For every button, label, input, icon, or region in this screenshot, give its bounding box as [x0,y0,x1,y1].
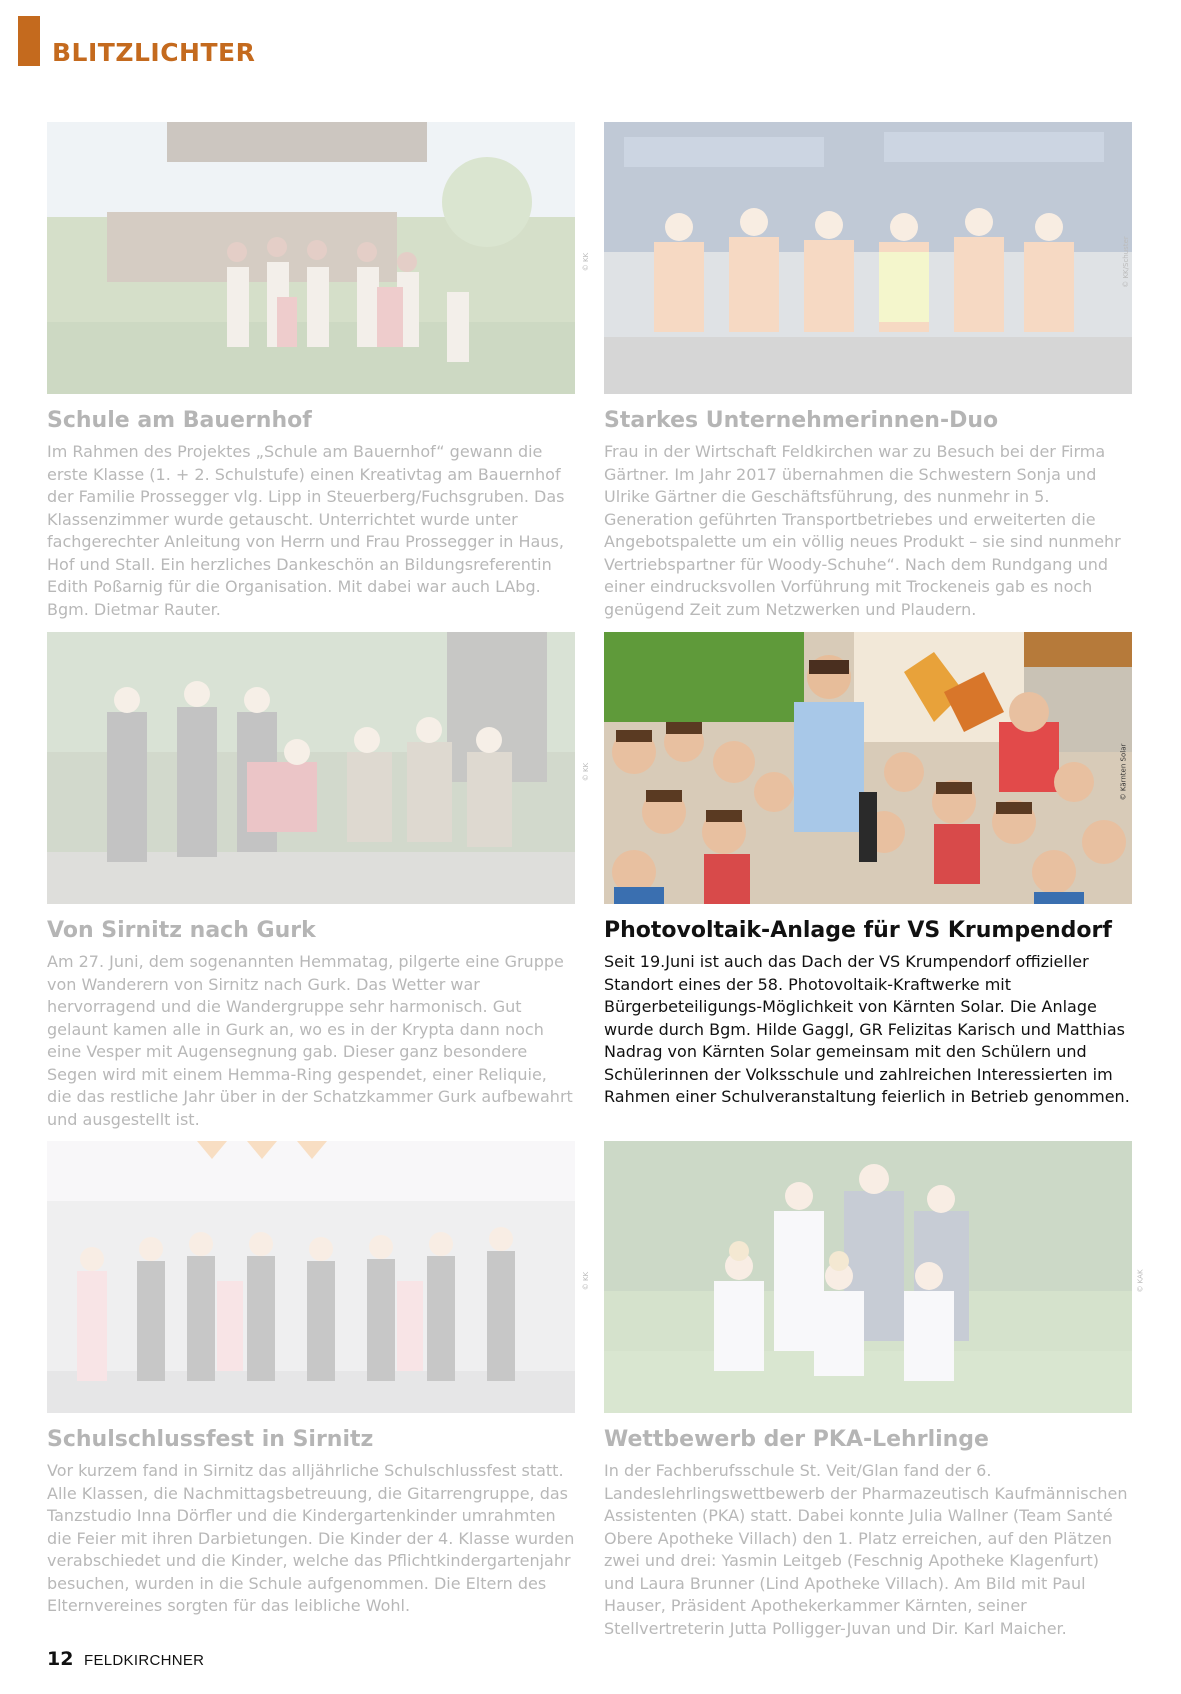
photo-credit: © KK [581,252,590,272]
article-body: Am 27. Juni, dem sogenannten Hemmatag, pilgerte eine Gruppe von Wanderern von Sirnitz nach Gurk. Das Wetter war hervorragend und die Wandergruppe sehr harmonisch. Gut gelaunt kamen alle in Gurk an, wo es in der Krypta dann noch eine Vesper mit Augensegnung gab. Dieser ganz besondere Segen wird mit einem Hemma-Ring gespendet, einer Reliquie, die das restliche Jahr über in der Schatzkammer Gurk aufbewahrt und ausgestellt ist. [47,952,573,1129]
pilgrims-group-photo [47,632,575,904]
article-photo [604,1141,1145,1413]
photo-credit: © KK [581,762,590,782]
section-color-bar [18,16,40,66]
photo-credit: © KAK [1136,1269,1145,1293]
article-photo [47,122,590,394]
photo-credit: © Kärnten Solar [1119,743,1128,801]
article-unternehmerinnen-duo [604,122,1132,621]
pka-award-photo [604,1141,1132,1413]
school-stage-photo [47,1141,575,1413]
school-children-photo [604,632,1132,904]
truck-group-photo [604,122,1132,394]
section-title: BLITZLICHTER [52,38,256,67]
article-headline: Photovoltaik-Anlage für VS Krumpendorf [604,918,1112,943]
article-pka-lehrlinge [604,1141,1145,1640]
article-body: Vor kurzem fand in Sirnitz das alljährliche Schulschlussfest statt. Alle Klassen, die Nachmittagsbetreuung, die Gitarrengruppe, das Tanzstudio Inna Dörfler und die Kindergartenkinder umrahmten die Feier mit ihren Darbietungen. Die Kinder der 4. Klasse wurden verabschiedet und die Kinder, welche das Pflichtkindergartenjahr besuchen, wurden in die Schule aufgenommen. Die Eltern des Elternvereines sorgten für das leibliche Wohl. [47,1461,575,1615]
article-photo [47,1141,590,1413]
photo-credit: © KK/Schuster [1122,236,1131,288]
article-headline: Starkes Unternehmerinnen-Duo [604,408,999,433]
article-photo [604,122,1132,394]
farm-group-photo [47,122,575,394]
article-schulschlussfest-sirnitz [47,1141,590,1618]
article-headline: Schulschlussfest in Sirnitz [47,1427,374,1452]
article-body: Seit 19.Juni ist auch das Dach der VS Krumpendorf offizieller Standort eines der 58. Photovoltaik-Kraftwerke mit Bürgerbeteiligungs-Möglichkeit von Kärnten Solar. Die Anlage wurde durch Bgm. Hilde Gaggl, GR Felizitas Karisch und Matthias Nadrag von Kärnten Solar gemeinsam mit den Schülern und Schülerinnen der Volksschule und zahlreichen Interessierten im Rahmen einer Schulveranstaltung feierlich in Betrieb genommen. [604,952,1130,1106]
article-photovoltaik-krumpendorf [604,632,1132,1109]
article-headline: Von Sirnitz nach Gurk [47,918,316,943]
article-photo [604,632,1132,904]
page-number: 12 [47,1648,74,1670]
article-schule-am-bauernhof [47,122,590,621]
article-body: In der Fachberufsschule St. Veit/Glan fand der 6. Landeslehrlingswettbewerb der Pharmazeutisch Kaufmännischen Assistenten (PKA) statt. Dabei konnte Julia Wallner (Team Santé Obere Apotheke Villach) den 1. Platz erreichen, auf den Plätzen zwei und drei: Yasmin Leitgeb (Feschnig Apotheke Klagenfurt) und Laura Brunner (Lind Apotheke Villach). Am Bild mit Paul Hauser, Präsident Apothekerkammer Kärnten, seiner Stellvertreterin Jutta Polligger-Juvan und Dir. Karl Maicher. [604,1461,1128,1638]
article-body: Frau in der Wirtschaft Feldkirchen war zu Besuch bei der Firma Gärtner. Im Jahr 2017 übernahmen die Schwestern Sonja und Ulrike Gärtner die Geschäftsführung, des nunmehr in 5. Generation geführten Transportbetriebes und erweiterten die Angebotspalette um ein völlig neues Produkt – sie sind nunmehr Vertriebspartner für Woody-Schuhe“. Nach dem Rundgang und einer eindrucksvollen Vorführung mit Trockeneis gab es noch genügend Zeit zum Netzwerken und Plaudern. [604,442,1121,619]
photo-credit: © KK [581,1271,590,1291]
article-headline: Schule am Bauernhof [47,408,312,433]
article-photo [47,632,590,904]
magazine-name: FELDKIRCHNER [84,1652,205,1669]
article-sirnitz-nach-gurk [47,632,590,1131]
article-body: Im Rahmen des Projektes „Schule am Bauernhof“ gewann die erste Klasse (1. + 2. Schulstufe) einen Kreativtag am Bauernhof der Familie Prossegger vlg. Lipp in Steuerberg/Fuchsgruben. Das Klassenzimmer wurde getauscht. Unterrichtet wurde unter fachgerechter Anleitung von Herrn und Frau Prossegger in Haus, Hof und Stall. Ein herzliches Dankeschön an Bildungsreferentin Edith Poßarnig für die Organisation. Mit dabei war auch LAbg. Bgm. Dietmar Rauter. [47,442,565,619]
article-headline: Wettbewerb der PKA-Lehrlinge [604,1427,989,1452]
